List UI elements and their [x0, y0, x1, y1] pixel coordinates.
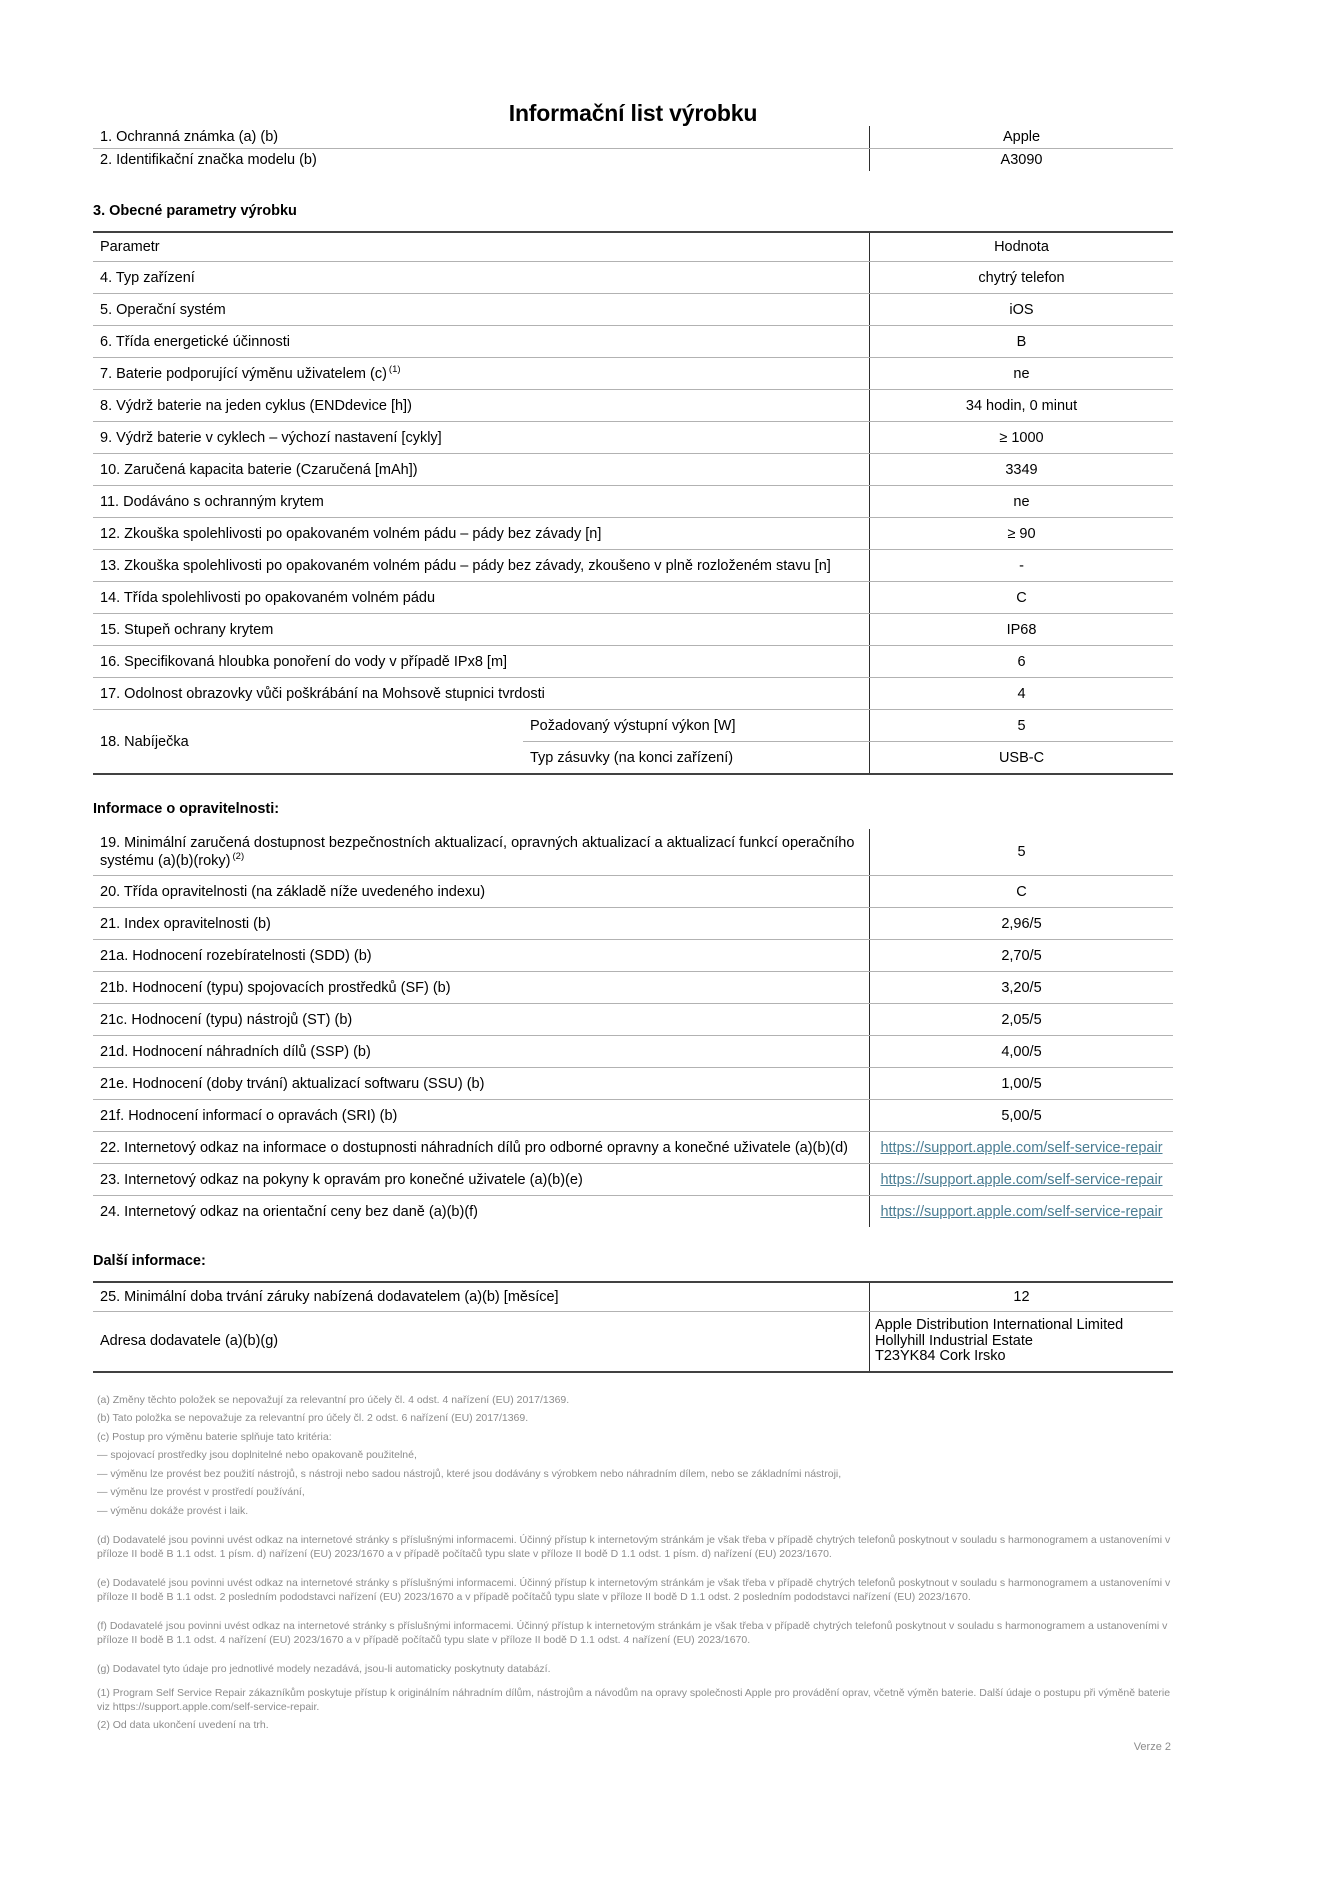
- row-value: 34 hodin, 0 minut: [965, 397, 1078, 414]
- row-value: A3090: [1000, 152, 1043, 168]
- row-label: 23. Internetový odkaz na pokyny k opravám pro konečné uživatele (a)(b)(e): [93, 1164, 870, 1195]
- row-label: 14. Třída spolehlivosti po opakovaném volném pádu: [93, 582, 870, 613]
- table-row: [93, 1035, 1173, 1067]
- row-value: chytrý telefon: [978, 269, 1065, 286]
- table-row: [93, 126, 1173, 148]
- table-row: [93, 829, 1173, 875]
- table-row: [93, 1131, 1173, 1163]
- table-row: [93, 148, 1173, 171]
- row-label: 17. Odolnost obrazovky vůči poškrábání na Mohsově stupnici tvrdosti: [93, 678, 870, 709]
- table-row: [93, 1195, 1173, 1227]
- table-row: [93, 549, 1173, 581]
- footnote: — výměnu lze provést v prostředí používání,: [97, 1486, 305, 1498]
- row-label: 15. Stupeň ochrany krytem: [93, 614, 870, 645]
- footnote: — výměnu dokáže provést i laik.: [97, 1504, 249, 1517]
- row-label: 12. Zkouška spolehlivosti po opakovaném volném pádu – pády bez závady [n]: [93, 518, 870, 549]
- charger-sub-row: [523, 741, 1173, 773]
- row-value: C: [1016, 883, 1027, 900]
- footnote: (c) Postup pro výměnu baterie splňuje tato kritéria:: [97, 1430, 332, 1443]
- support-link[interactable]: https://support.apple.com/self-service-repair: [880, 1139, 1163, 1156]
- footnote: (e) Dodavatelé jsou povinni uvést odkaz na internetové stránky s příslušnými informacemi. Účinný přístup k internetovým stránkám je však třeba v případě chytrých telefonů poskytnout v souladu s harmonogramem a ustanoveními v příloze II bodě B 1.1 odst. 2 posledním pododstavci nařízení (EU) 2023/1670 a v případě počítačů typu slate v příloze II bodě D 1.1 odst. 2 posledním pododstavci nařízení (EU) 2023/1670.: [97, 1576, 1171, 1603]
- row-label: Adresa dodavatele (a)(b)(g): [93, 1312, 870, 1371]
- row-label: 16. Specifikovaná hloubka ponoření do vody v případě IPx8 [m]: [93, 646, 870, 677]
- footnote: (a) Změny těchto položek se nepovažují za relevantní pro účely čl. 4 odst. 4 nařízení (EU) 2017/1369.: [97, 1393, 570, 1406]
- footnote: (g) Dodavatel tyto údaje pro jednotlivé modely nezadává, jsou-li automaticky poskytnuty databází.: [97, 1662, 551, 1675]
- table-row: [93, 325, 1173, 357]
- row-label: 18. Nabíječka: [100, 733, 189, 750]
- row-label: 1. Ochranná známka (a) (b): [93, 126, 870, 148]
- row-value: 5,00/5: [1001, 1107, 1042, 1124]
- column-header-parametr: Parametr: [93, 233, 870, 261]
- row-value-link: [870, 1196, 1173, 1227]
- row-label: 7. Baterie podporující výměnu uživatelem (c) $^{(1)}$: [93, 358, 870, 389]
- row-value: 4,00/5: [1001, 1043, 1042, 1060]
- row-label: 21f. Hodnocení informací o opravách (SRI) (b): [93, 1100, 870, 1131]
- table-row: [93, 613, 1173, 645]
- row-value: -: [1019, 557, 1024, 574]
- supplier-address: [870, 1312, 1173, 1371]
- row-label: 5. Operační systém: [93, 294, 870, 325]
- row-label: 21c. Hodnocení (typu) nástrojů (ST) (b): [93, 1004, 870, 1035]
- row-value: 5: [1017, 844, 1026, 860]
- charger-sub-label: Požadovaný výstupní výkon [W]: [523, 710, 870, 741]
- row-label: 25. Minimální doba trvání záruky nabízená dodavatelem (a)(b) [měsíce]: [93, 1283, 870, 1311]
- table-row: [93, 939, 1173, 971]
- row-value: C: [1016, 589, 1027, 606]
- row-label: 4. Typ zařízení: [93, 262, 870, 293]
- row-value: ne: [1013, 365, 1030, 382]
- page-title: Informační list výrobku: [508, 100, 758, 126]
- charger-sub-rows: [523, 710, 1173, 773]
- table-row: [93, 1003, 1173, 1035]
- row-value: 2,70/5: [1001, 947, 1042, 964]
- table-row: [93, 261, 1173, 293]
- additional-info-table: [93, 1281, 1173, 1373]
- row-label: 13. Zkouška spolehlivosti po opakovaném volném pádu – pády bez závady, zkoušeno v plně rozloženém stavu [n]: [93, 550, 870, 581]
- row-value-link: [870, 1164, 1173, 1195]
- row-label: 2. Identifikační značka modelu (b): [93, 149, 870, 171]
- table-row: [93, 645, 1173, 677]
- row-label: 8. Výdrž baterie na jeden cyklus (ENDdevice [h]): [93, 390, 870, 421]
- table-row-charger: [93, 709, 1173, 773]
- table-row: [93, 1099, 1173, 1131]
- footnote: — spojovací prostředky jsou doplnitelné nebo opakovaně použitelné,: [97, 1449, 417, 1461]
- row-value: ≥ 1000: [999, 429, 1044, 446]
- table-row: [93, 875, 1173, 907]
- superscript-note: (2): [232, 851, 245, 863]
- row-value: Apple: [1002, 129, 1041, 145]
- footnote: (b) Tato položka se nepovažuje za relevantní pro účely čl. 2 odst. 6 nařízení (EU) 2017/1369.: [97, 1412, 529, 1424]
- row-value: 6: [1017, 653, 1026, 670]
- section-heading-additional: Další informace:: [93, 1253, 206, 1269]
- column-header-hodnota: Hodnota: [994, 239, 1049, 255]
- row-value: ne: [1013, 493, 1030, 510]
- row-value: 2,05/5: [1001, 1011, 1042, 1028]
- superscript-note: (1): [388, 363, 401, 375]
- table-row: [93, 453, 1173, 485]
- footnote: — výměnu lze provést bez použití nástrojů, s nástroji nebo sadou nástrojů, které jsou dodávány s výrobkem nebo náhradním dílem, nebo se základními nástroji,: [97, 1467, 842, 1480]
- table-row: [93, 1067, 1173, 1099]
- document-content: [93, 0, 1173, 1753]
- row-label: 6. Třída energetické účinnosti: [93, 326, 870, 357]
- row-label: 9. Výdrž baterie v cyklech – výchozí nastavení [cykly]: [93, 422, 870, 453]
- row-label: 24. Internetový odkaz na orientační ceny bez daně (a)(b)(f): [93, 1196, 870, 1227]
- section-heading-repairability: Informace o opravitelnosti:: [93, 801, 280, 817]
- row-label: 20. Třída opravitelnosti (na základě níže uvedeného indexu): [93, 876, 870, 907]
- table-row: [93, 421, 1173, 453]
- row-label: 21a. Hodnocení rozebíratelnosti (SDD) (b): [93, 940, 870, 971]
- row-value: 1,00/5: [1001, 1075, 1042, 1092]
- footnote: (f) Dodavatelé jsou povinni uvést odkaz na internetové stránky s příslušnými informacemi. Účinný přístup k internetovým stránkám je však třeba v případě chytrých telefonů poskytnout v souladu s harmonogramem a ustanoveními v příloze II bodě B 1.1 odst. 4 nařízení (EU) 2023/1670 a v případě počítačů typu slate v příloze II bodě D 1.1 odst. 4 nařízení (EU) 2023/1670.: [97, 1619, 1168, 1646]
- footnote: (2) Od data ukončení uvedení na trh.: [97, 1719, 269, 1731]
- table-row: [93, 389, 1173, 421]
- table-row: [93, 677, 1173, 709]
- general-parameters-table: [93, 231, 1173, 775]
- row-value: B: [1016, 333, 1027, 350]
- row-label: 21b. Hodnocení (typu) spojovacích prostředků (SF) (b): [93, 972, 870, 1003]
- table-row: [93, 1163, 1173, 1195]
- table-row: [93, 1283, 1173, 1311]
- row-value-link: [870, 1132, 1173, 1163]
- table-row: [93, 517, 1173, 549]
- support-link[interactable]: https://support.apple.com/self-service-repair: [880, 1203, 1163, 1220]
- row-value: 4: [1017, 685, 1026, 702]
- row-label: 11. Dodáváno s ochranným krytem: [93, 486, 870, 517]
- row-label: 21. Index opravitelnosti (b): [93, 908, 870, 939]
- section-heading-general-parameters: 3. Obecné parametry výrobku: [93, 203, 297, 219]
- row-label: 21e. Hodnocení (doby trvání) aktualizací softwaru (SSU) (b): [93, 1068, 870, 1099]
- address-line: Hollyhill Industrial Estate: [875, 1332, 1033, 1349]
- row-label: 19. Minimální zaručená dostupnost bezpečnostních aktualizací, opravných aktualizací a aktualizací funkcí operačního systému (a)(b)(roky) $^{(2)}$: [93, 829, 870, 875]
- support-link[interactable]: https://support.apple.com/self-service-repair: [880, 1171, 1163, 1188]
- row-label: 10. Zaručená kapacita baterie (Czaručená [mAh]): [93, 454, 870, 485]
- charger-sub-value: 5: [1017, 717, 1026, 734]
- row-value: ≥ 90: [1007, 525, 1036, 542]
- row-value: 2,96/5: [1001, 915, 1042, 932]
- row-value: iOS: [1009, 301, 1034, 318]
- table-header-row: [93, 233, 1173, 261]
- footnote: (1) Program Self Service Repair zákazníkům poskytuje přístup k originálním náhradním dílům, nástrojům a návodům na opravy společnosti Apple pro provádění oprav, včetně výměn baterie. Další údaje o postupu při výměně baterie viz https://support.apple.com/self-service-repair.: [97, 1686, 1171, 1713]
- address-line: Apple Distribution International Limited: [875, 1317, 1124, 1333]
- table-row: [93, 907, 1173, 939]
- footnotes: [93, 1393, 1173, 1733]
- table-row: [93, 293, 1173, 325]
- table-row-address: [93, 1311, 1173, 1371]
- table-row: [93, 357, 1173, 389]
- version-label: Verze 2: [1133, 1741, 1171, 1753]
- table-row: [93, 485, 1173, 517]
- address-line: T23YK84 Cork Irsko: [875, 1348, 1006, 1364]
- row-label: 22. Internetový odkaz na informace o dostupnosti náhradních dílů pro odborné opravny a konečné uživatele (a)(b)(d): [93, 1132, 870, 1163]
- charger-sub-row: [523, 710, 1173, 741]
- table-row: [93, 971, 1173, 1003]
- table-row: [93, 581, 1173, 613]
- row-value: 3349: [1005, 461, 1038, 478]
- row-label: 21d. Hodnocení náhradních dílů (SSP) (b): [93, 1036, 870, 1067]
- footnote: (d) Dodavatelé jsou povinni uvést odkaz na internetové stránky s příslušnými informacemi. Účinný přístup k internetovým stránkám je však třeba v případě chytrých telefonů poskytnout v souladu s harmonogramem a ustanoveními v příloze II bodě B 1.1 odst. 1 písm. d) nařízení (EU) 2023/1670 a v případě počítačů typu slate v příloze II bodě D 1.1 odst. 1 písm. d) nařízení (EU) 2023/1670.: [97, 1533, 1171, 1560]
- row-value: 3,20/5: [1001, 979, 1042, 996]
- charger-sub-label: Typ zásuvky (na konci zařízení): [523, 742, 870, 773]
- row-value: IP68: [1006, 621, 1037, 638]
- charger-sub-value: USB-C: [998, 749, 1045, 766]
- row-value: 12: [1013, 1289, 1030, 1305]
